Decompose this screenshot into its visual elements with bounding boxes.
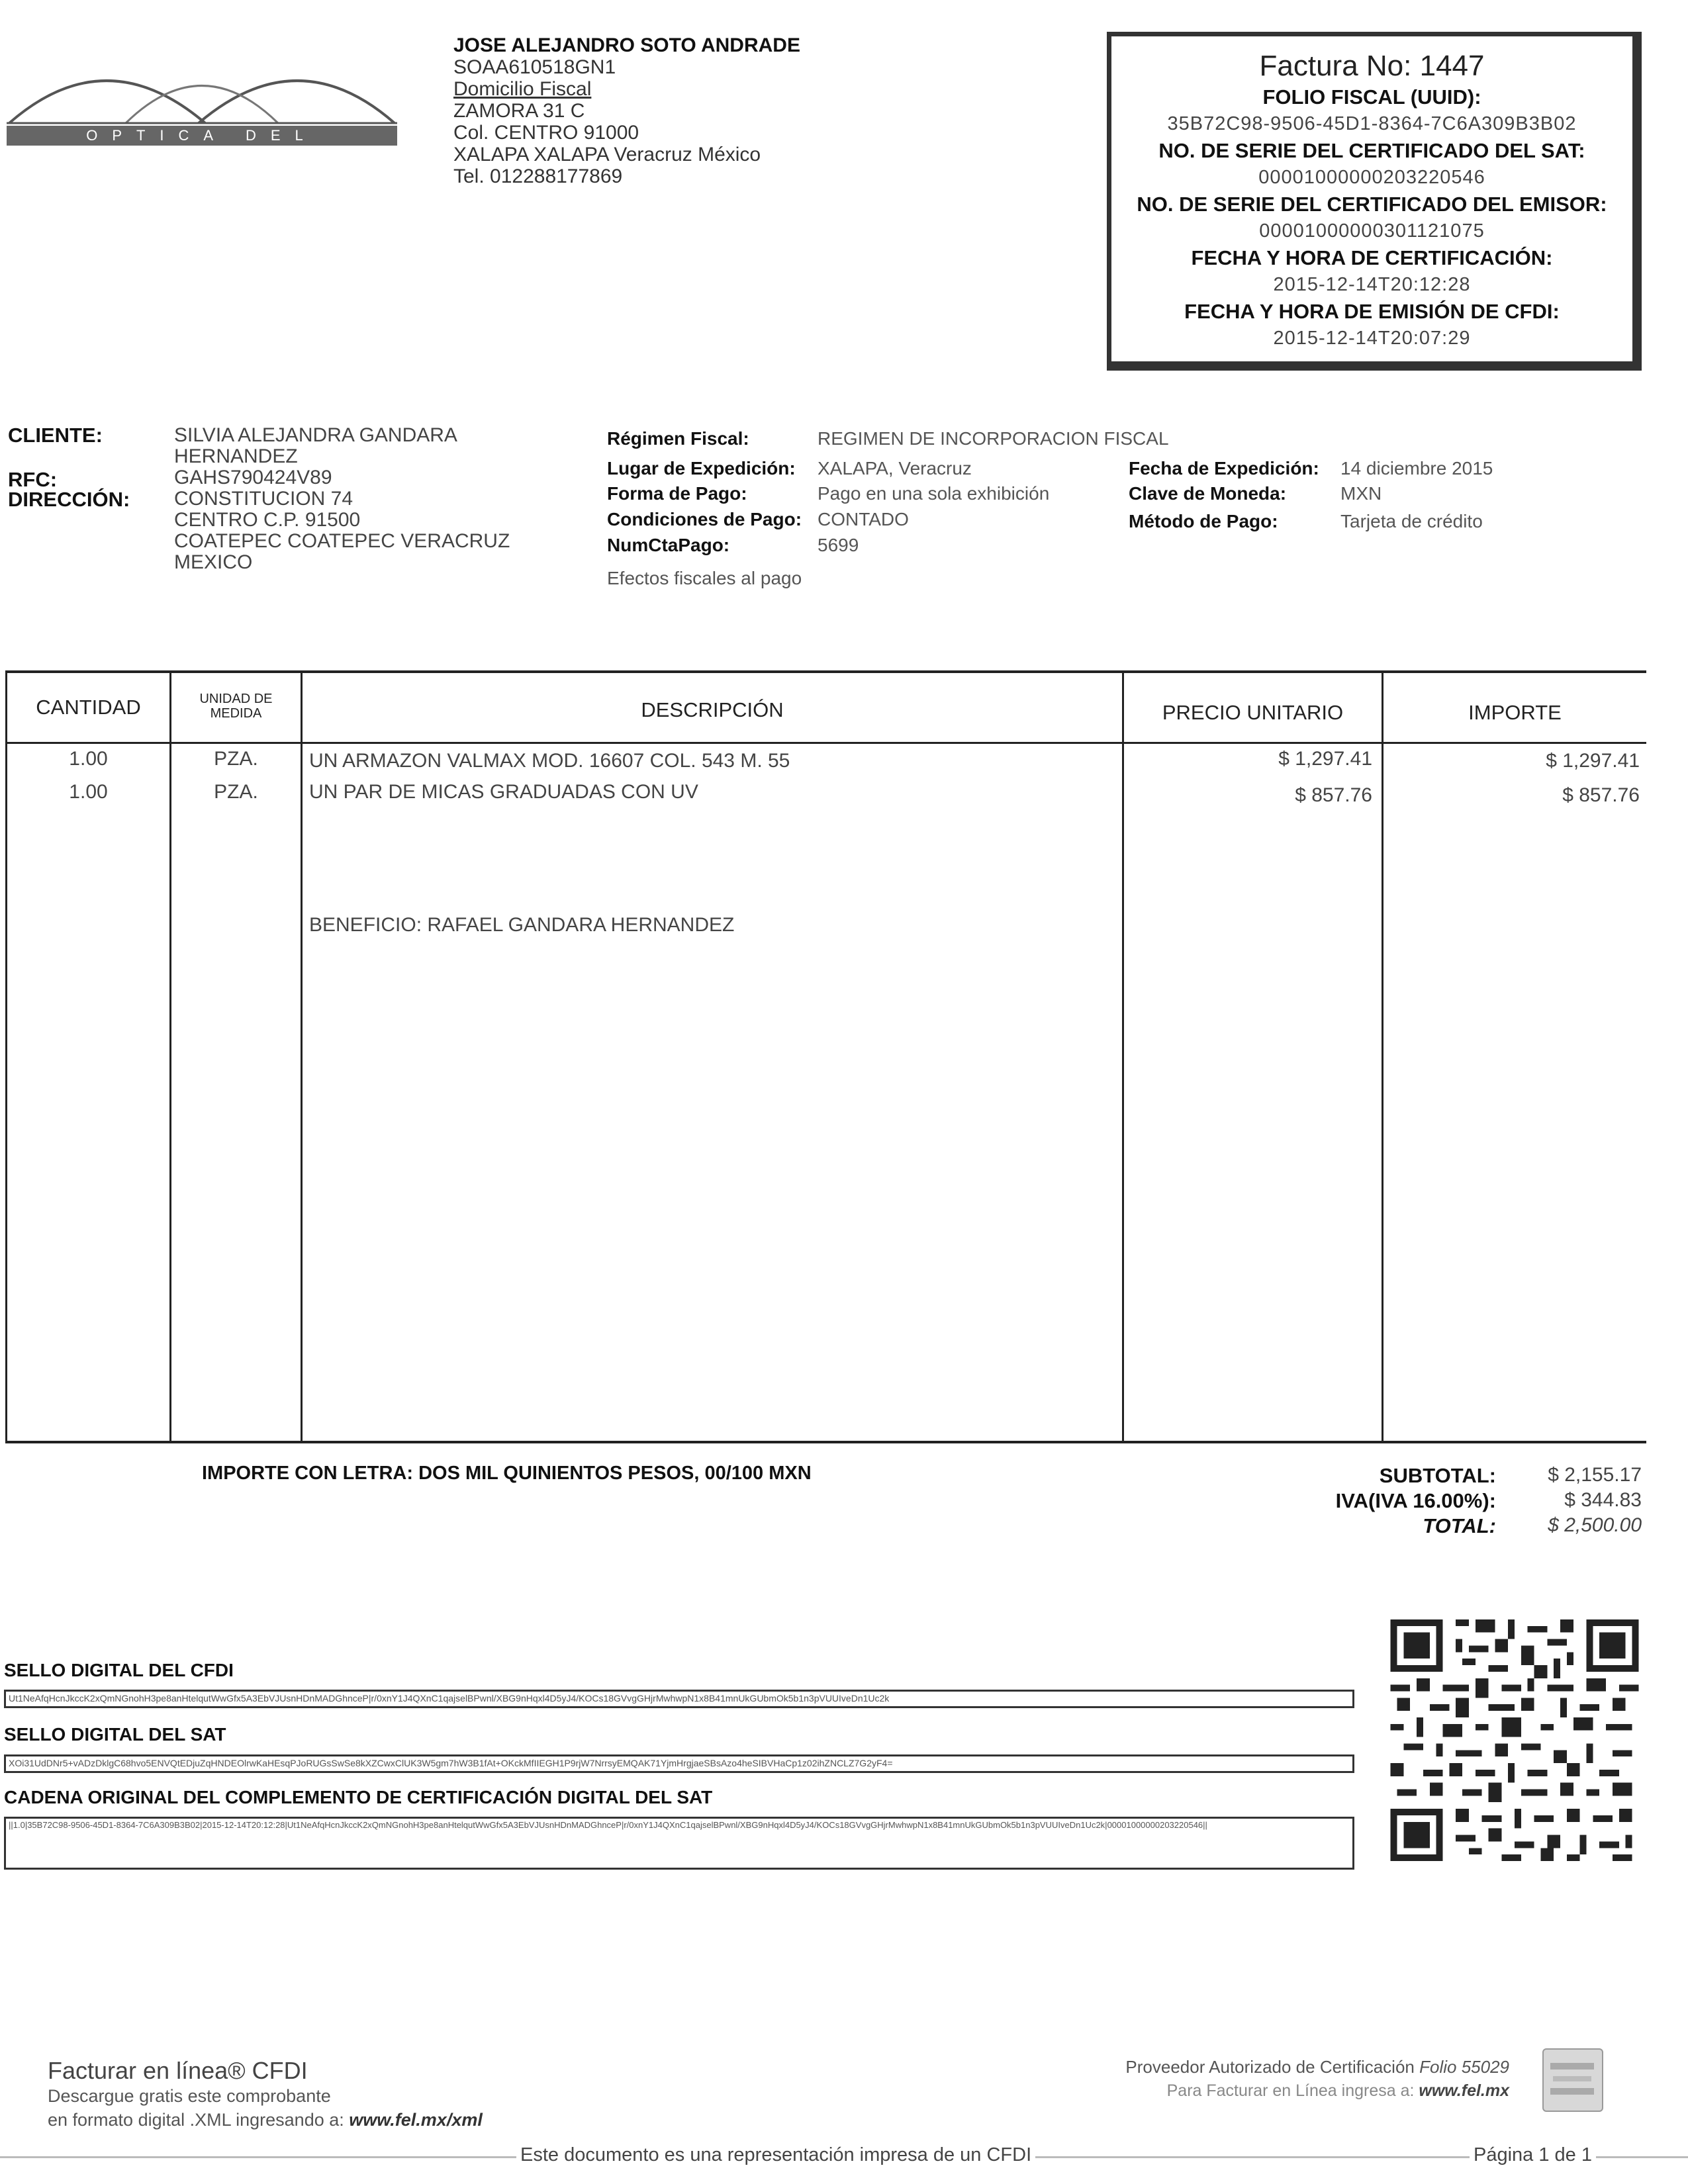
row2-cantidad: 1.00 (69, 781, 108, 803)
footer-para-prefix: Para Facturar en Línea ingresa a: (1166, 2081, 1415, 2100)
client-rfc: GAHS790424V89 (174, 467, 332, 488)
fecha-emision-label: FECHA Y HORA DE EMISIÓN DE CFDI: (1184, 300, 1560, 323)
fecha-expedicion-value: 14 diciembre 2015 (1340, 458, 1493, 478)
emitter-rfc: SOAA610518GN1 (453, 56, 616, 78)
folio-fiscal-value: 35B72C98-9506-45D1-8364-7C6A309B3B02 (1167, 113, 1577, 134)
folio-fiscal-label: FOLIO FISCAL (UUID): (1262, 85, 1481, 109)
emitter-tel: Tel. 012288177869 (453, 165, 623, 187)
emitter-street: ZAMORA 31 C (453, 100, 585, 122)
footer-desc2-prefix: en formato digital .XML ingresando a: (48, 2110, 344, 2130)
subtotal-label: SUBTOTAL: (1379, 1464, 1496, 1487)
serie-emisor-value: 00001000000301121075 (1259, 220, 1485, 242)
emitter-city: XALAPA XALAPA Veracruz México (453, 144, 761, 165)
metodo-pago-label: Método de Pago: (1129, 511, 1278, 531)
cadena-original-value: ||1.0|35B72C98-9506-45D1-8364-7C6A309B3B02|2015-12-14T20:12:28|Ut1NeAfqHcnJkccK2xQmNGnohH3pe8anHtelqutWwGfx5A3EbVJUsnHDnMADGhnceP|r/0xnY1J4QXnC1qajselBPwnl/XBG9nHqxl4D5yJ4/KOCs18GVvgGHjrMwhwpN1x8B41mnUkGUbmOk5b1n3pVUUIveDn1Uc2k|00001000000203220546|| (4, 1817, 1354, 1870)
fecha-certificacion-label: FECHA Y HORA DE CERTIFICACIÓN: (1191, 246, 1553, 269)
row2-precio: $ 857.76 (1295, 784, 1372, 806)
metodo-pago-value: Tarjeta de crédito (1340, 511, 1483, 531)
lugar-value: XALAPA, Veracruz (818, 458, 972, 478)
row1-cantidad: 1.00 (69, 748, 108, 770)
row1-descripcion: UN ARMAZON VALMAX MOD. 16607 COL. 543 M. 55 (309, 750, 790, 772)
client-address-line1: CONSTITUCION 74 (174, 488, 353, 510)
row2-descripcion: UN PAR DE MICAS GRADUADAS CON UV (309, 781, 698, 803)
domicilio-fiscal-label: Domicilio Fiscal (453, 78, 592, 100)
serie-sat-label: NO. DE SERIE DEL CERTIFICADO DEL SAT: (1158, 139, 1585, 162)
fecha-expedicion-label: Fecha de Expedición: (1129, 458, 1319, 478)
lugar-label: Lugar de Expedición: (607, 458, 796, 478)
client-info (174, 425, 510, 573)
row1-unidad: PZA. (214, 748, 258, 770)
total-value: $ 2,500.00 (1548, 1514, 1642, 1536)
header-unidad (171, 692, 301, 721)
forma-pago-label: Forma de Pago: (607, 483, 747, 504)
emitter-colonia: Col. CENTRO 91000 (453, 122, 639, 144)
numcta-value: 5699 (818, 535, 859, 555)
company-logo (7, 52, 397, 163)
emitter-info (453, 34, 800, 187)
footer-proveedor (1006, 2057, 1509, 2077)
row2-importe: $ 857.76 (1562, 784, 1640, 806)
clave-moneda-value: MXN (1340, 483, 1382, 504)
row2-unidad: PZA. (214, 781, 258, 803)
sello-cfdi-value: Ut1NeAfqHcnJkccK2xQmNGnohH3pe8anHtelqutWwGfx5A3EbVJUsnHDnMADGhnceP|r/0xnY1J4QXnC1qajselBPwnl/XBG9nHqxl4D5yJ4/KOCs18GVvgGHjrMwhwpN1x8B41mnUkGUbmOk5b1n3pVUUIveDn1Uc2k (4, 1690, 1354, 1708)
items-table (5, 670, 1646, 1443)
footer-xml-link[interactable]: www.fel.mx/xml (349, 2110, 483, 2130)
client-address-line4: MEXICO (174, 551, 253, 573)
iva-label: IVA(IVA 16.00%): (1335, 1489, 1496, 1512)
serie-sat-value: 00001000000203220546 (1258, 167, 1485, 188)
subtotal-value: $ 2,155.17 (1548, 1464, 1642, 1486)
footer-fel-link[interactable]: www.fel.mx (1419, 2081, 1509, 2100)
importe-letra-value: DOS MIL QUINIENTOS PESOS, 00/100 MXN (418, 1463, 812, 1484)
footer-desc2 (48, 2110, 483, 2130)
rfc-label: RFC: (8, 468, 58, 491)
footer-para (1006, 2081, 1509, 2101)
regimen-label: Régimen Fiscal: (607, 428, 749, 449)
footer-brand: Facturar en línea® CFDI (48, 2057, 308, 2084)
header-importe: IMPORTE (1468, 701, 1562, 724)
client-name-line1: SILVIA ALEJANDRA GANDARA (174, 424, 457, 446)
fecha-emision-value: 2015-12-14T20:07:29 (1273, 328, 1471, 349)
header-unidad-line2: MEDIDA (210, 706, 262, 721)
header-cantidad: CANTIDAD (36, 696, 141, 719)
condiciones-label: Condiciones de Pago: (607, 509, 802, 529)
footer-desc1: Descargue gratis este comprobante (48, 2086, 331, 2106)
sello-sat-label: SELLO DIGITAL DEL SAT (4, 1724, 226, 1745)
column-divider (301, 673, 303, 1441)
footer-representacion: Este documento es una representación impresa de un CFDI (516, 2144, 1035, 2166)
sat-seal-icon (1542, 2048, 1603, 2112)
header-descripcion: DESCRIPCIÓN (641, 698, 784, 721)
client-name-line2: HERNANDEZ (174, 445, 298, 467)
iva-value: $ 344.83 (1564, 1489, 1642, 1511)
direccion-label: DIRECCIÓN: (8, 488, 130, 511)
qr-code-graphic (1389, 1619, 1640, 1861)
emitter-name: JOSE ALEJANDRO SOTO ANDRADE (453, 34, 800, 56)
logo-text: OPTICA DEL CORREO (86, 127, 318, 163)
regimen-value: REGIMEN DE INCORPORACION FISCAL (818, 428, 1169, 449)
header-precio-unitario: PRECIO UNITARIO (1162, 701, 1344, 724)
numcta-label: NumCtaPago: (607, 535, 730, 555)
qr-code (1389, 1619, 1640, 1861)
client-address-line2: CENTRO C.P. 91500 (174, 509, 361, 531)
total-label: TOTAL: (1423, 1514, 1496, 1537)
efectos-fiscales: Efectos fiscales al pago (607, 568, 802, 588)
sello-sat-value: XOi31UdDNr5+vADzDklgC68hvo5ENVQtEDjuZqHNDEOlrwKaHEsqPJoRUGsSwSe8kXZCwxClUK3W5gm7hW3B1fAt+OKckMfIIEGH1P9rjW7NrrsyEMQAK71YjmHrgjaeSBsAzo4heSIBVHaCp1z02ihZNCLZ7G2yF4= (4, 1754, 1354, 1773)
forma-pago-value: Pago en una sola exhibición (818, 483, 1050, 504)
invoice-title: Factura No: 1447 (1259, 50, 1485, 82)
cliente-label: CLIENTE: (8, 424, 103, 447)
condiciones-value: CONTADO (818, 509, 909, 529)
serie-emisor-label: NO. DE SERIE DEL CERTIFICADO DEL EMISOR: (1137, 193, 1607, 216)
footer-proveedor-folio: Folio 55029 (1419, 2057, 1509, 2077)
client-address-line3: COATEPEC COATEPEC VERACRUZ (174, 530, 510, 552)
footer-proveedor-prefix: Proveedor Autorizado de Certificación (1125, 2057, 1415, 2077)
footer-pagina: Página 1 de 1 (1470, 2144, 1596, 2166)
beneficio-note: BENEFICIO: RAFAEL GANDARA HERNANDEZ (309, 914, 735, 936)
row1-precio: $ 1,297.41 (1278, 748, 1372, 770)
importe-letra (202, 1463, 812, 1484)
fecha-certificacion-value: 2015-12-14T20:12:28 (1273, 274, 1471, 295)
clave-moneda-label: Clave de Moneda: (1129, 483, 1287, 504)
header-divider (7, 742, 1646, 744)
importe-letra-label: IMPORTE CON LETRA: (202, 1463, 413, 1484)
sello-cfdi-label: SELLO DIGITAL DEL CFDI (4, 1660, 234, 1680)
header-unidad-line1: UNIDAD DE (199, 692, 273, 706)
row1-importe: $ 1,297.41 (1546, 750, 1640, 772)
invoice-info-box (1107, 32, 1642, 371)
cadena-original-label: CADENA ORIGINAL DEL COMPLEMENTO DE CERTIFICACIÓN DIGITAL DEL SAT (4, 1787, 713, 1807)
